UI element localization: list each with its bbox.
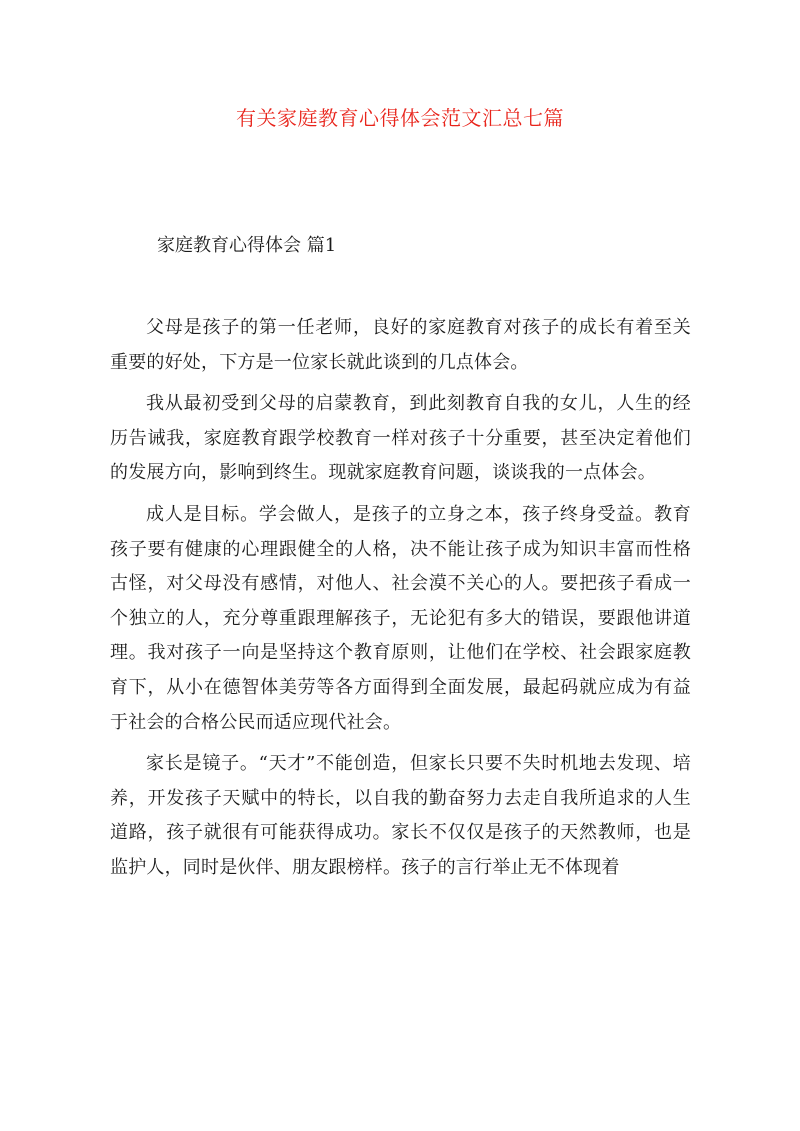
paragraph: 成人是目标。学会做人，是孩子的立身之本，孩子终身受益。教育孩子要有健康的心理跟健全的人格，决不能让孩子成为知识丰富而性格古怪，对父母没有感情，对他人、社会漠不关心的人。要把孩子看成一个独立的人，充分尊重跟理解孩子，无论犯有多大的错误，要跟他讲道理。我对孩子一向是坚持这个教育原则，让他们在学校、社会跟家庭教育下，从小在德智体美劳等各方面得到全面发展，最起码就应成为有益于社会的合格公民而适应现代社会。 (110, 503, 691, 733)
paragraph: 父母是孩子的第一任老师，良好的家庭教育对孩子的成长有着至关重要的好处，下方是一位家长就此谈到的几点体会。 (110, 317, 691, 373)
document-body (110, 311, 691, 893)
section-heading: 家庭教育心得体会 篇1 (157, 235, 337, 256)
paragraph: 家长是镜子。“天才”不能创造，但家长只要不失时机地去发现、培养，开发孩子天赋中的特长，以自我的勤奋努力去走自我所追求的人生道路，孩子就很有可能获得成功。家长不仅仅是孩子的天然教师，也是监护人，同时是伙伴、朋友跟榜样。孩子的言行举止无不体现着 (110, 753, 691, 878)
document-title: 有关家庭教育心得体会范文汇总七篇 (236, 106, 564, 130)
paragraph: 我从最初受到父母的启蒙教育，到此刻教育自我的女儿，人生的经历告诫我，家庭教育跟学校教育一样对孩子十分重要，甚至决定着他们的发展方向，影响到终生。现就家庭教育问题，谈谈我的一点体会。 (110, 393, 691, 484)
